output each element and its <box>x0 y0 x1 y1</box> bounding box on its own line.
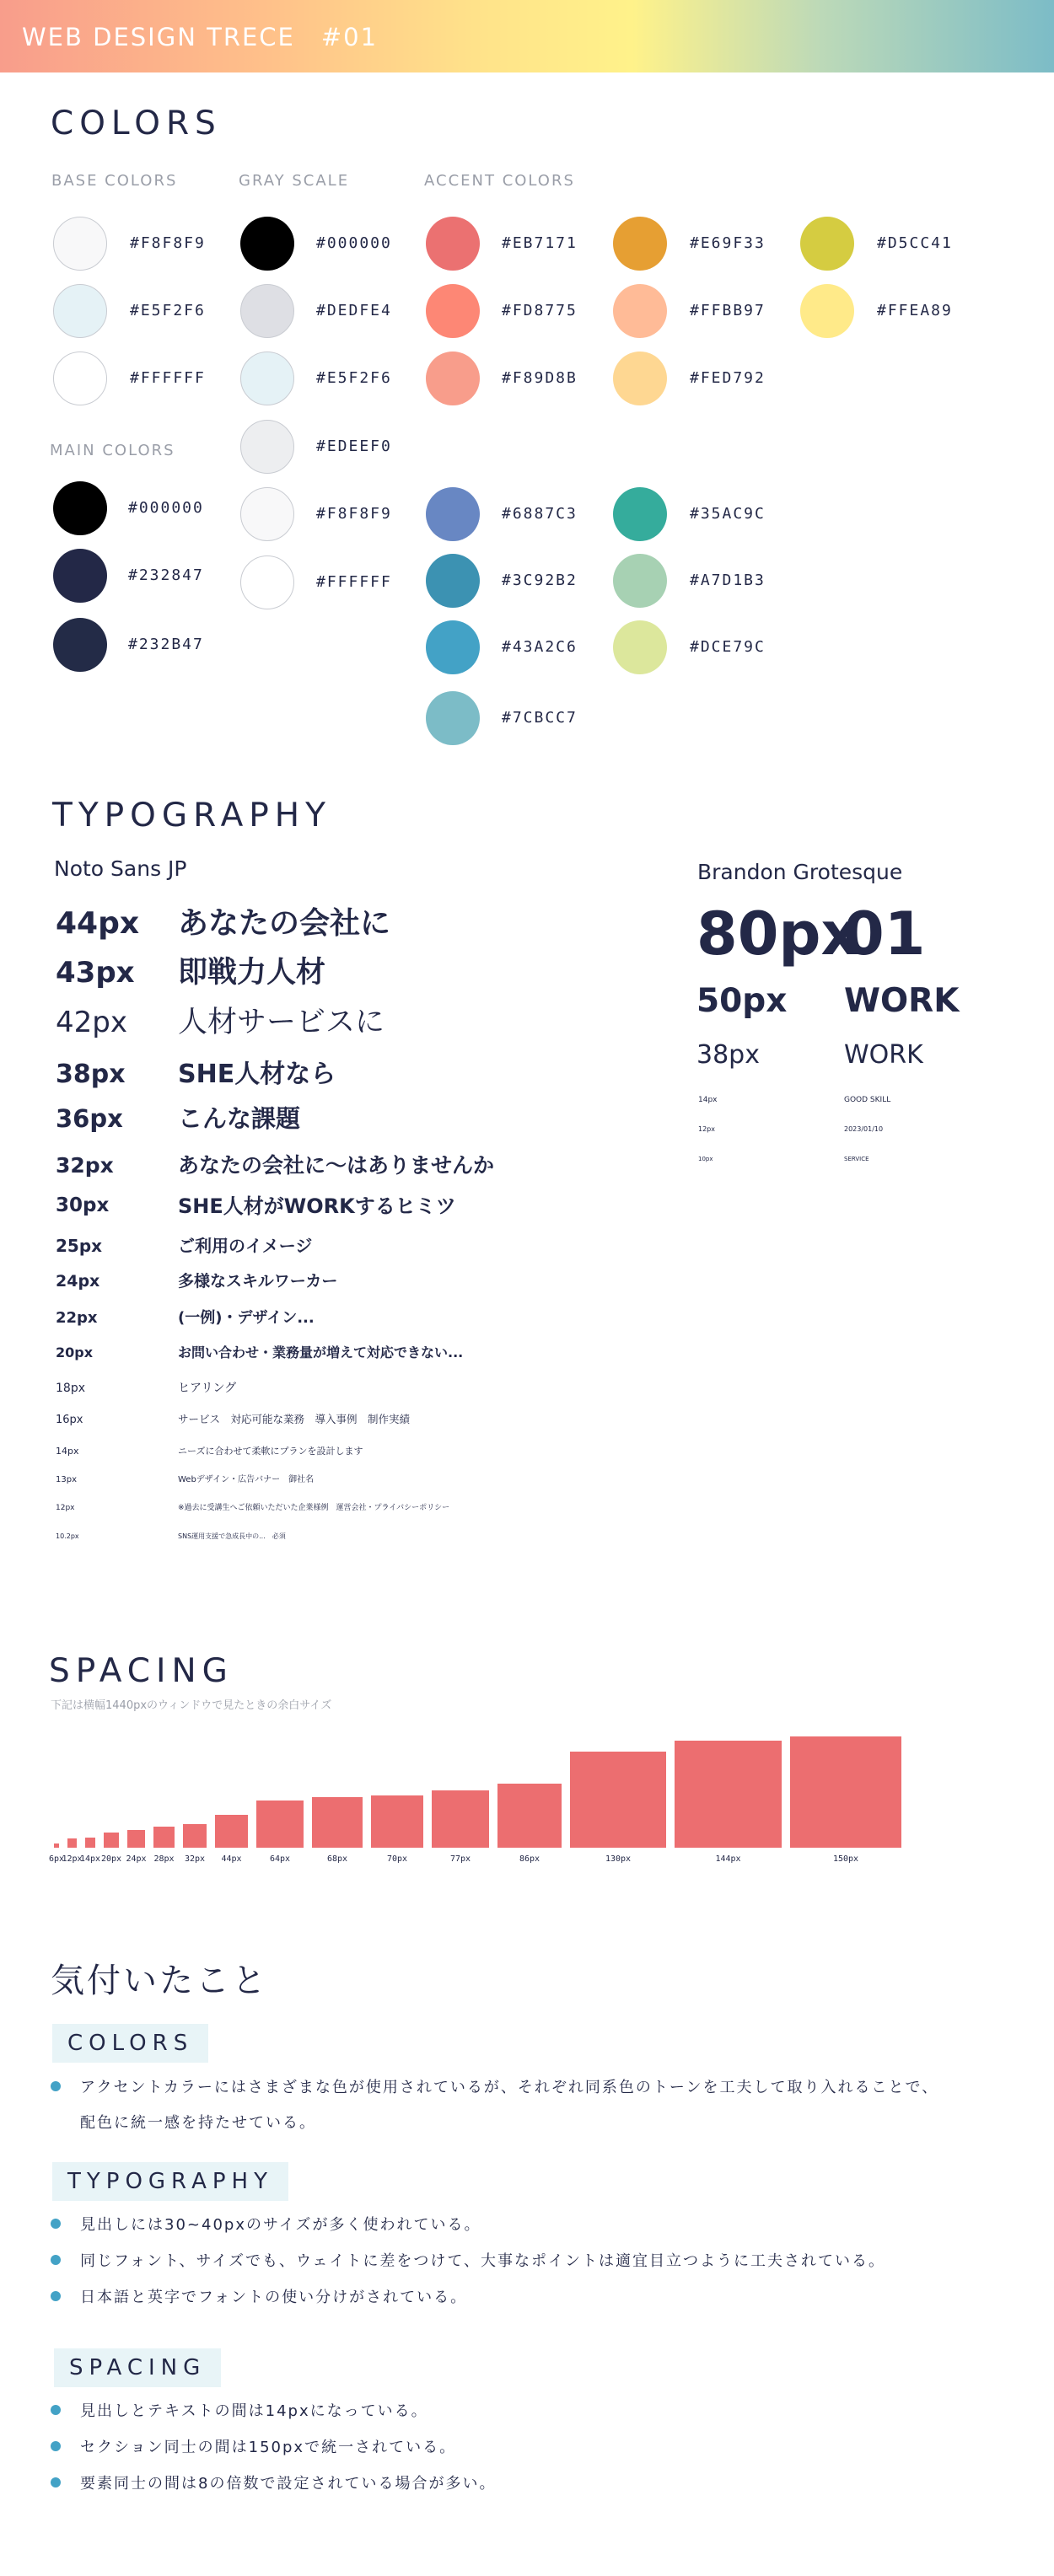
spacing-bar <box>215 1815 248 1848</box>
accent-warm-swatch <box>800 284 854 338</box>
accent-warm-hex-label: #D5CC41 <box>877 234 953 252</box>
spacing-bar-label: 64px <box>269 1854 291 1864</box>
jp-size-label: 36px <box>56 1104 123 1133</box>
accent-cool-swatch <box>613 620 667 674</box>
en-sample-text: WORK <box>844 1040 923 1070</box>
header-title: WEB DESIGN TRECE #01 <box>22 23 379 51</box>
accent-cool-swatch <box>426 554 480 608</box>
jp-size-label: 14px <box>56 1446 79 1457</box>
bullet-dot <box>51 2441 61 2451</box>
base-swatch <box>53 352 107 405</box>
gray-hex-label: #DEDFE4 <box>316 302 392 319</box>
accent-cool-swatch <box>426 691 480 745</box>
accent-warm-hex-label: #FFBB97 <box>690 302 766 319</box>
jp-sample-text: 即戦力人材 <box>178 956 326 990</box>
spacing-bar-label: 12px <box>62 1854 83 1864</box>
bullet-dot <box>51 2405 61 2415</box>
accent-warm-swatch <box>613 284 667 338</box>
spacing-bar <box>104 1833 119 1848</box>
notice-spacing-heading: SPACING <box>54 2348 221 2387</box>
base-colors-label: BASE COLORS <box>51 172 178 190</box>
spacing-bar <box>54 1843 59 1848</box>
spacing-bar <box>312 1797 363 1848</box>
jp-sample-text: (一例)・デザイン... <box>178 1309 315 1327</box>
accent-cool-swatch <box>426 620 480 674</box>
accent-cool-hex-label: #3C92B2 <box>502 572 578 589</box>
accent-cool-hex-label: #6887C3 <box>502 505 578 523</box>
jp-size-label: 10.2px <box>56 1532 79 1540</box>
spacing-bar <box>153 1827 175 1848</box>
en-sample-text: WORK <box>844 982 960 1020</box>
header-banner <box>0 0 1054 72</box>
jp-sample-text: 多様なスキルワーカー <box>178 1272 338 1291</box>
accent-warm-swatch <box>613 352 667 405</box>
jp-sample-text: お問い合わせ・業務量が増えて対応できない... <box>178 1344 464 1360</box>
base-hex-label: #F8F8F9 <box>130 234 206 252</box>
typography-title: TYPOGRAPHY <box>52 797 331 835</box>
jp-size-label: 16px <box>56 1414 83 1426</box>
notice-colors-heading: COLORS <box>52 2024 208 2063</box>
notice-typography-item-1: 見出しには30~40pxのサイズが多く使われている。 <box>80 2216 481 2234</box>
spacing-bar-label: 77px <box>449 1854 471 1864</box>
accent-cool-hex-label: #DCE79C <box>690 638 766 656</box>
en-sample-text: GOOD SKILL <box>844 1096 891 1104</box>
accent-colors-label: ACCENT COLORS <box>424 172 575 190</box>
accent-cool-swatch <box>426 487 480 541</box>
notice-typography-item-2: 同じフォント、サイズでも、ウェイトに差をつけて、大事なポイントは適宜目立つように工夫されている。 <box>80 2252 885 2270</box>
notice-colors-line2: 配色に統一感を持たせている。 <box>80 2114 316 2132</box>
gray-swatch <box>240 555 294 609</box>
main-swatch <box>53 618 107 672</box>
bullet-dot <box>51 2255 61 2265</box>
main-colors-label: MAIN COLORS <box>50 442 175 459</box>
jp-size-label: 12px <box>56 1504 75 1512</box>
notice-spacing-item-2: セクション同士の間は150pxで統一されている。 <box>80 2439 457 2456</box>
spacing-bar <box>570 1752 666 1848</box>
jp-size-label: 44px <box>56 906 140 941</box>
jp-sample-text: あなたの会社に〜はありませんか <box>178 1153 495 1178</box>
en-font-name: Brandon Grotesque <box>697 860 903 884</box>
accent-warm-hex-label: #FD8775 <box>502 302 578 319</box>
notice-typography-heading: TYPOGRAPHY <box>52 2162 288 2201</box>
spacing-bar <box>371 1795 423 1848</box>
spacing-bar-label: 28px <box>153 1854 175 1864</box>
accent-cool-hex-label: #35AC9C <box>690 505 766 523</box>
en-size-label: 80px <box>696 899 859 969</box>
jp-size-label: 24px <box>56 1272 100 1291</box>
jp-font-name: Noto Sans JP <box>54 856 187 881</box>
jp-sample-text: こんな課題 <box>178 1104 301 1133</box>
accent-warm-hex-label: #EB7171 <box>502 234 578 252</box>
accent-warm-hex-label: #F89D8B <box>502 369 578 387</box>
jp-size-label: 42px <box>56 1006 127 1039</box>
spacing-bar <box>85 1838 95 1848</box>
main-swatch <box>53 549 107 603</box>
jp-size-label: 32px <box>56 1153 114 1178</box>
spacing-bar <box>183 1824 207 1848</box>
main-swatch <box>53 481 107 535</box>
spacing-bar-label: 70px <box>386 1854 408 1864</box>
bullet-dot <box>51 2081 61 2091</box>
gray-swatch <box>240 420 294 474</box>
gray-hex-label: #F8F8F9 <box>316 505 392 523</box>
accent-cool-hex-label: #A7D1B3 <box>690 572 766 589</box>
bullet-dot <box>51 2291 61 2301</box>
spacing-bar-label: 68px <box>326 1854 348 1864</box>
spacing-bar <box>675 1741 782 1848</box>
jp-sample-text: SNS運用支援で急成長中の... 必須 <box>178 1532 286 1540</box>
notice-spacing-item-3: 要素同士の間は8の倍数で設定されている場合が多い。 <box>80 2475 497 2493</box>
spacing-bar-label: 24px <box>126 1854 147 1864</box>
jp-sample-text: 人材サービスに <box>178 1006 385 1039</box>
base-hex-label: #FFFFFF <box>130 369 206 387</box>
jp-size-label: 20px <box>56 1344 94 1360</box>
en-size-label: 50px <box>696 982 788 1020</box>
bullet-dot <box>51 2219 61 2229</box>
gray-scale-label: GRAY SCALE <box>239 172 350 190</box>
base-hex-label: #E5F2F6 <box>130 302 206 319</box>
gray-hex-label: #E5F2F6 <box>316 369 392 387</box>
jp-sample-text: SHE人材なら <box>178 1060 336 1089</box>
spacing-bar-label: 14px <box>79 1854 101 1864</box>
accent-warm-hex-label: #FED792 <box>690 369 766 387</box>
notice-title: 気付いたこと <box>51 1962 268 2000</box>
accent-cool-swatch <box>613 554 667 608</box>
jp-size-label: 22px <box>56 1309 98 1327</box>
accent-cool-hex-label: #43A2C6 <box>502 638 578 656</box>
spacing-bar-label: 20px <box>100 1854 122 1864</box>
colors-title: COLORS <box>51 105 222 142</box>
base-swatch <box>53 217 107 271</box>
gray-swatch <box>240 352 294 405</box>
jp-sample-text: ヒアリング <box>178 1382 237 1395</box>
jp-sample-text: ニーズに合わせて柔軟にプランを設計します <box>178 1446 363 1457</box>
accent-warm-swatch <box>426 284 480 338</box>
gray-hex-label: #EDEEF0 <box>316 437 392 455</box>
accent-warm-swatch <box>426 217 480 271</box>
spacing-bar-label: 6px <box>48 1854 65 1864</box>
jp-size-label: 38px <box>56 1060 126 1089</box>
jp-size-label: 30px <box>56 1194 110 1216</box>
jp-sample-text: サービス 対応可能な業務 導入事例 制作実績 <box>178 1413 411 1425</box>
en-size-label: 12px <box>698 1125 715 1133</box>
spacing-bar-label: 32px <box>184 1854 206 1864</box>
spacing-bar <box>432 1790 489 1848</box>
en-sample-text: 01 <box>843 899 926 969</box>
spacing-bar-label: 130px <box>605 1854 632 1864</box>
jp-sample-text: Webデザイン・広告バナー 御社名 <box>178 1475 315 1484</box>
main-hex-label: #232847 <box>128 566 204 584</box>
spacing-bar-label: 144px <box>715 1854 741 1864</box>
jp-size-label: 18px <box>56 1382 85 1395</box>
accent-warm-hex-label: #E69F33 <box>690 234 766 252</box>
gray-hex-label: #000000 <box>316 234 392 252</box>
spacing-bar-label: 44px <box>221 1854 242 1864</box>
spacing-bar <box>790 1736 901 1848</box>
accent-warm-hex-label: #FFEA89 <box>877 302 953 319</box>
accent-warm-swatch <box>613 217 667 271</box>
spacing-bar <box>256 1801 304 1848</box>
en-sample-text: SERVICE <box>844 1156 869 1162</box>
jp-sample-text: あなたの会社に <box>178 906 391 941</box>
gray-swatch <box>240 217 294 271</box>
jp-size-label: 43px <box>56 956 135 990</box>
notice-typography-item-3: 日本語と英字でフォントの使い分けがされている。 <box>80 2289 468 2306</box>
jp-size-label: 13px <box>56 1475 77 1484</box>
spacing-bar <box>67 1838 77 1848</box>
accent-warm-swatch <box>800 217 854 271</box>
en-sample-text: 2023/01/10 <box>844 1125 884 1133</box>
spacing-bar <box>497 1784 562 1848</box>
spacing-bar-label: 86px <box>519 1854 540 1864</box>
en-size-label: 38px <box>696 1040 760 1070</box>
en-size-label: 14px <box>698 1096 718 1104</box>
jp-size-label: 25px <box>56 1236 103 1256</box>
gray-swatch <box>240 284 294 338</box>
accent-warm-swatch <box>426 352 480 405</box>
spacing-caption: 下記は横幅1440pxのウィンドウで見たときの余白サイズ <box>51 1699 332 1712</box>
accent-cool-swatch <box>613 487 667 541</box>
en-size-label: 10px <box>698 1156 713 1162</box>
gray-hex-label: #FFFFFF <box>316 573 392 591</box>
gray-swatch <box>240 487 294 541</box>
notice-spacing-item-1: 見出しとテキストの間は14pxになっている。 <box>80 2402 428 2420</box>
notice-colors-line1: アクセントカラーにはさまざまな色が使用されているが、それぞれ同系色のトーンを工夫して取り入れることで、 <box>80 2079 939 2096</box>
spacing-bar-label: 150px <box>832 1854 859 1864</box>
accent-cool-hex-label: #7CBCC7 <box>502 709 578 727</box>
jp-sample-text: SHE人材がWORKするヒミツ <box>178 1194 456 1218</box>
main-hex-label: #232B47 <box>128 636 204 653</box>
jp-sample-text: ご利用のイメージ <box>178 1236 313 1256</box>
spacing-bar <box>127 1830 145 1848</box>
main-hex-label: #000000 <box>128 499 204 517</box>
jp-sample-text: ※過去に受講生へご依頼いただいた企業様例 運営会社・プライバシーポリシー <box>178 1504 450 1512</box>
bullet-dot <box>51 2477 61 2487</box>
spacing-title: SPACING <box>49 1652 234 1690</box>
base-swatch <box>53 284 107 338</box>
